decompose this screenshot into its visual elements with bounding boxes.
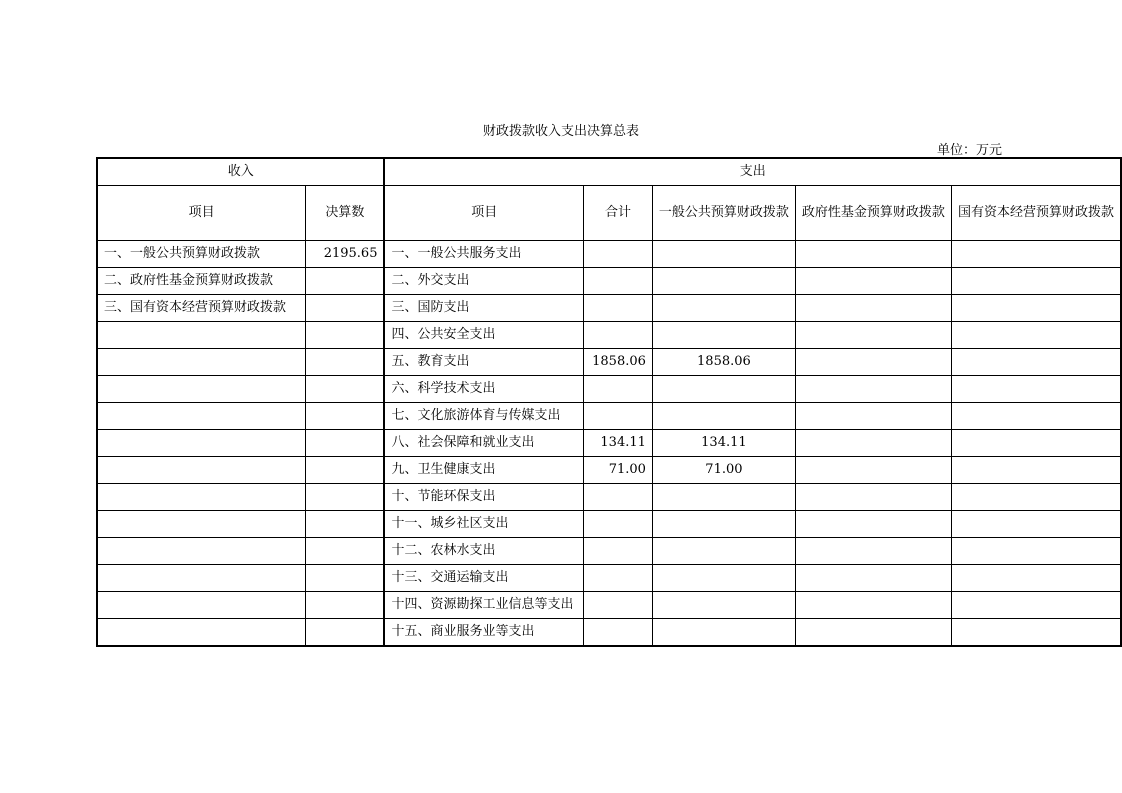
income-amount-cell <box>306 376 385 403</box>
state-capital-header: 国有资本经营预算财政拨款 <box>951 186 1121 241</box>
state-capital-cell <box>951 457 1121 484</box>
state-capital-cell <box>951 619 1121 647</box>
table-row <box>97 619 1121 647</box>
table-row <box>97 268 1121 295</box>
table-row <box>97 241 1121 268</box>
fund-budget-cell <box>795 511 951 538</box>
income-amount-cell <box>306 430 385 457</box>
general-budget-cell <box>652 295 795 322</box>
income-item-cell <box>97 592 306 619</box>
table-row <box>97 349 1121 376</box>
expense-item-cell: 十、节能环保支出 <box>384 484 583 511</box>
total-cell <box>584 241 653 268</box>
fund-budget-cell <box>795 484 951 511</box>
income-item-header: 项目 <box>97 186 306 241</box>
general-budget-cell <box>652 619 795 647</box>
total-cell: 134.11 <box>584 430 653 457</box>
total-cell <box>584 592 653 619</box>
fund-budget-cell <box>795 295 951 322</box>
table-row <box>97 457 1121 484</box>
general-budget-cell <box>652 268 795 295</box>
fund-budget-cell <box>795 268 951 295</box>
total-cell <box>584 538 653 565</box>
fund-budget-cell <box>795 241 951 268</box>
expense-item-cell: 七、文化旅游体育与传媒支出 <box>384 403 583 430</box>
expense-item-cell: 八、社会保障和就业支出 <box>384 430 583 457</box>
income-item-cell: 一、一般公共预算财政拨款 <box>97 241 306 268</box>
income-header: 收入 <box>97 158 384 186</box>
expense-item-cell: 五、教育支出 <box>384 349 583 376</box>
state-capital-cell <box>951 430 1121 457</box>
state-capital-cell <box>951 322 1121 349</box>
general-budget-cell <box>652 322 795 349</box>
table-row <box>97 484 1121 511</box>
general-budget-cell: 134.11 <box>652 430 795 457</box>
budget-summary-table <box>96 157 1122 647</box>
fund-budget-cell <box>795 430 951 457</box>
state-capital-cell <box>951 268 1121 295</box>
total-cell <box>584 484 653 511</box>
income-item-cell <box>97 349 306 376</box>
general-budget-cell <box>652 403 795 430</box>
general-budget-cell <box>652 592 795 619</box>
total-cell <box>584 268 653 295</box>
table-title: 财政拨款收入支出决算总表 <box>482 124 639 139</box>
table-row <box>97 295 1121 322</box>
table-row <box>97 430 1121 457</box>
total-cell <box>584 403 653 430</box>
fund-budget-cell <box>795 403 951 430</box>
general-budget-cell: 1858.06 <box>652 349 795 376</box>
table-row <box>97 322 1121 349</box>
expense-item-cell: 二、外交支出 <box>384 268 583 295</box>
table-row <box>97 403 1121 430</box>
fund-budget-cell <box>795 322 951 349</box>
income-amount-header: 决算数 <box>306 186 385 241</box>
expense-item-cell: 九、卫生健康支出 <box>384 457 583 484</box>
income-amount-cell <box>306 295 385 322</box>
income-amount-cell <box>306 619 385 647</box>
fund-budget-cell <box>795 376 951 403</box>
fund-budget-cell <box>795 565 951 592</box>
total-cell <box>584 565 653 592</box>
income-amount-cell <box>306 538 385 565</box>
expense-item-cell: 三、国防支出 <box>384 295 583 322</box>
income-item-cell <box>97 430 306 457</box>
fund-budget-cell <box>795 538 951 565</box>
state-capital-cell <box>951 592 1121 619</box>
fund-budget-cell <box>795 349 951 376</box>
general-budget-cell: 71.00 <box>652 457 795 484</box>
income-amount-cell <box>306 457 385 484</box>
state-capital-cell <box>951 403 1121 430</box>
state-capital-cell <box>951 349 1121 376</box>
table-row <box>97 592 1121 619</box>
table-row <box>97 565 1121 592</box>
income-item-cell <box>97 322 306 349</box>
general-budget-cell <box>652 484 795 511</box>
fund-budget-header: 政府性基金预算财政拨款 <box>795 186 951 241</box>
state-capital-cell <box>951 565 1121 592</box>
state-capital-cell <box>951 511 1121 538</box>
state-capital-cell <box>951 295 1121 322</box>
expense-item-cell: 六、科学技术支出 <box>384 376 583 403</box>
income-amount-cell <box>306 322 385 349</box>
total-cell <box>584 511 653 538</box>
income-item-cell <box>97 565 306 592</box>
fund-budget-cell <box>795 592 951 619</box>
table-row <box>97 511 1121 538</box>
general-budget-cell <box>652 565 795 592</box>
fund-budget-cell <box>795 619 951 647</box>
table-row <box>97 538 1121 565</box>
table-row <box>97 376 1121 403</box>
expense-item-cell: 十一、城乡社区支出 <box>384 511 583 538</box>
income-item-cell <box>97 538 306 565</box>
state-capital-cell <box>951 241 1121 268</box>
income-item-cell: 三、国有资本经营预算财政拨款 <box>97 295 306 322</box>
general-budget-cell <box>652 376 795 403</box>
total-cell <box>584 295 653 322</box>
expense-header: 支出 <box>384 158 1121 186</box>
header-row-columns <box>97 186 1121 241</box>
expense-item-cell: 十二、农林水支出 <box>384 538 583 565</box>
state-capital-cell <box>951 484 1121 511</box>
income-amount-cell <box>306 511 385 538</box>
general-budget-cell <box>652 538 795 565</box>
state-capital-cell <box>951 538 1121 565</box>
income-item-cell <box>97 457 306 484</box>
income-item-cell <box>97 511 306 538</box>
expense-item-cell: 十五、商业服务业等支出 <box>384 619 583 647</box>
general-budget-header: 一般公共预算财政拨款 <box>652 186 795 241</box>
expense-item-cell: 四、公共安全支出 <box>384 322 583 349</box>
total-cell <box>584 619 653 647</box>
income-amount-cell <box>306 484 385 511</box>
state-capital-cell <box>951 376 1121 403</box>
expense-item-cell: 十三、交通运输支出 <box>384 565 583 592</box>
unit-label: 单位：万元 <box>936 143 1002 158</box>
expense-item-cell: 一、一般公共服务支出 <box>384 241 583 268</box>
general-budget-cell <box>652 241 795 268</box>
income-item-cell <box>97 484 306 511</box>
income-amount-cell <box>306 592 385 619</box>
income-item-cell <box>97 403 306 430</box>
expense-item-header: 项目 <box>384 186 583 241</box>
expense-item-cell: 十四、资源勘探工业信息等支出 <box>384 592 583 619</box>
total-header: 合计 <box>584 186 653 241</box>
income-item-cell <box>97 376 306 403</box>
income-item-cell: 二、政府性基金预算财政拨款 <box>97 268 306 295</box>
income-amount-cell <box>306 403 385 430</box>
income-amount-cell <box>306 349 385 376</box>
income-amount-cell <box>306 565 385 592</box>
income-amount-cell: 2195.65 <box>306 241 385 268</box>
header-row-group <box>97 158 1121 186</box>
total-cell <box>584 376 653 403</box>
general-budget-cell <box>652 511 795 538</box>
total-cell: 1858.06 <box>584 349 653 376</box>
total-cell: 71.00 <box>584 457 653 484</box>
income-amount-cell <box>306 268 385 295</box>
total-cell <box>584 322 653 349</box>
income-item-cell <box>97 619 306 647</box>
fund-budget-cell <box>795 457 951 484</box>
